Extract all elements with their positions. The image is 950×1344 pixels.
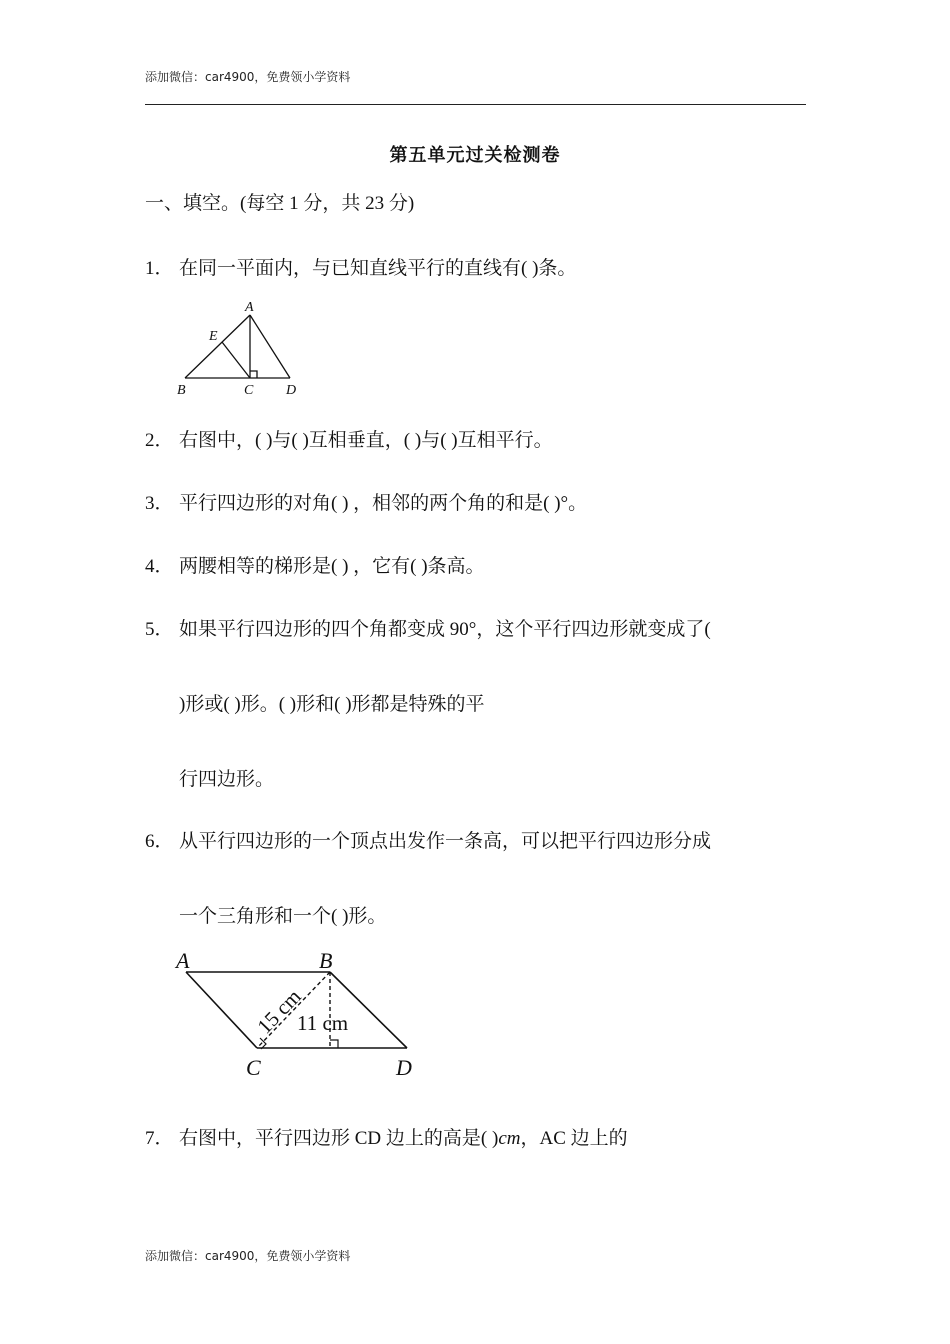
question-6-line-2: 一个三角形和一个( )形。 [179,906,387,927]
section-heading: 一、填空。(每空 1 分，共 23 分) [145,193,415,214]
label-E: E [209,329,218,344]
question-7 [145,1123,628,1150]
page-footer: 添加微信：car4900，免费领小学资料 [145,1249,351,1263]
question-text: 右图中，( )与( )互相垂直，( )与( )互相平行。 [179,430,553,451]
question-1 [145,253,576,280]
label-B: B [177,383,186,398]
question-text-line-1: 如果平行四边形的四个角都变成 90°，这个平行四边形就变成了( [179,619,711,640]
segment-EC [222,342,250,378]
label-A: A [245,300,254,315]
side-AC [186,972,257,1048]
question-text: 两腰相等的梯形是( ) ，它有( )条高。 [179,556,485,577]
question-5-line-3: 行四边形。 [179,769,275,790]
page-header: 添加微信：car4900，免费领小学资料 [145,70,351,84]
height-label: 11 cm [297,1011,349,1035]
question-text: 平行四边形的对角( ) ，相邻的两个角的和是( )°。 [179,493,588,514]
question-4 [145,551,485,578]
question-text-line-1: 从平行四边形的一个顶点出发作一条高，可以把平行四边形分成 [179,831,712,852]
question-5-line-2: )形或( )形。( )形和( )形都是特殊的平 [179,694,485,715]
label-D: D [396,1055,412,1080]
question-number: 7． [145,1128,174,1149]
question-number: 1． [145,258,174,279]
side-length-label: 15 cm [252,984,306,1039]
side-BD [330,972,407,1048]
question-3 [145,488,587,515]
segment-AB [185,315,250,378]
question-number: 4． [145,556,174,577]
question-number: 5． [145,619,174,640]
question-5 [145,614,711,641]
label-C: C [246,1055,261,1080]
question-6 [145,826,711,853]
segment-AD [250,315,290,378]
question-text: 在同一平面内，与已知直线平行的直线有( )条。 [179,258,577,279]
label-A: A [176,948,190,973]
question-text: 右图中，平行四边形 CD 边上的高是( ) [179,1128,499,1149]
question-number: 3． [145,493,174,514]
label-C: C [244,383,254,398]
question-2 [145,425,553,452]
label-D: D [286,383,297,398]
question-text-continued: ，AC 边上的 [520,1128,628,1149]
right-angle-mark-D [330,1040,338,1048]
page-title: 第五单元过关检测卷 [389,145,561,165]
header-rule [145,104,806,105]
question-number: 2． [145,430,174,451]
right-angle-mark [250,371,257,378]
question-number: 6． [145,831,174,852]
label-B: B [319,948,333,973]
parallelogram-figure [170,940,430,1085]
triangle-figure [170,295,320,400]
unit-cm: cm [498,1128,521,1149]
